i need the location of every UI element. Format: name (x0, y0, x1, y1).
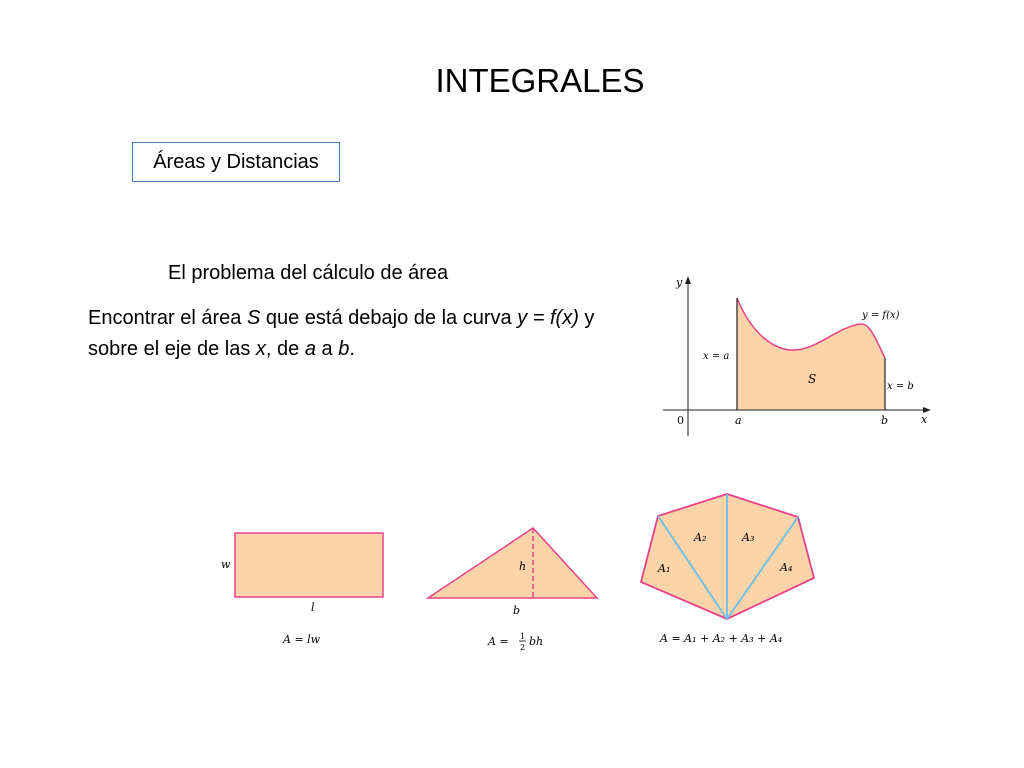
slide-title: INTEGRALES (435, 62, 645, 99)
var-S: S (246, 307, 261, 329)
tick-a-label: a (735, 414, 742, 427)
triangle-base-label: b (513, 604, 521, 617)
rect-length-label: l (311, 601, 315, 614)
area-under-curve-graph (655, 270, 950, 440)
polygon-diagram (630, 488, 830, 653)
triangle-height-label: h (519, 560, 527, 573)
polygon-label-a3: A₃ (742, 531, 755, 544)
rect-width-label: w (221, 558, 231, 571)
rect-area-formula: A = lw (283, 633, 321, 646)
rectangle-shape (235, 533, 383, 597)
section-label-box (132, 142, 340, 182)
triangle-shape (428, 528, 597, 598)
x-equals-a-label: x = a (703, 351, 730, 362)
text-run: Encontrar el área (88, 307, 247, 329)
triangle-frac-num: 1 (520, 632, 526, 641)
y-axis-label: y (676, 276, 683, 289)
origin-label: 0 (677, 414, 684, 427)
region-S-label: S (808, 372, 817, 386)
triangle-formula-right: bh (529, 635, 544, 648)
var-a: a (304, 338, 316, 360)
triangle-frac-den: 2 (520, 643, 526, 652)
text-run: . (349, 338, 355, 360)
polygon-label-a2: A₂ (694, 531, 707, 544)
x-axis-label: x (921, 413, 928, 426)
problem-statement (88, 303, 618, 365)
polygon-label-a4: A₄ (780, 561, 793, 574)
text-run: que está debajo de la curva (260, 307, 518, 329)
curve-label: y = f(x) (862, 310, 900, 321)
text-run: a (315, 338, 339, 360)
tick-b-label: b (881, 414, 889, 427)
var-y-eq: y = (517, 307, 550, 329)
x-equals-b-label: x = b (887, 381, 914, 392)
triangle-diagram (420, 520, 610, 655)
triangle-formula-left: A = (488, 635, 509, 648)
rectangle-diagram (215, 525, 395, 650)
var-x: x (255, 338, 266, 360)
text-run: , de (265, 338, 305, 360)
problem-heading: El problema del cálculo de área (168, 262, 449, 284)
var-b: b (338, 338, 350, 360)
var-fx: f(x) (549, 307, 579, 329)
section-label: Áreas y Distancias (153, 150, 319, 173)
polygon-area-formula: A = A₁ + A₂ + A₃ + A₄ (660, 632, 783, 645)
y-axis-arrow (685, 276, 691, 284)
polygon-label-a1: A₁ (658, 562, 671, 575)
text-run: y sobre el eje de las (88, 307, 595, 360)
